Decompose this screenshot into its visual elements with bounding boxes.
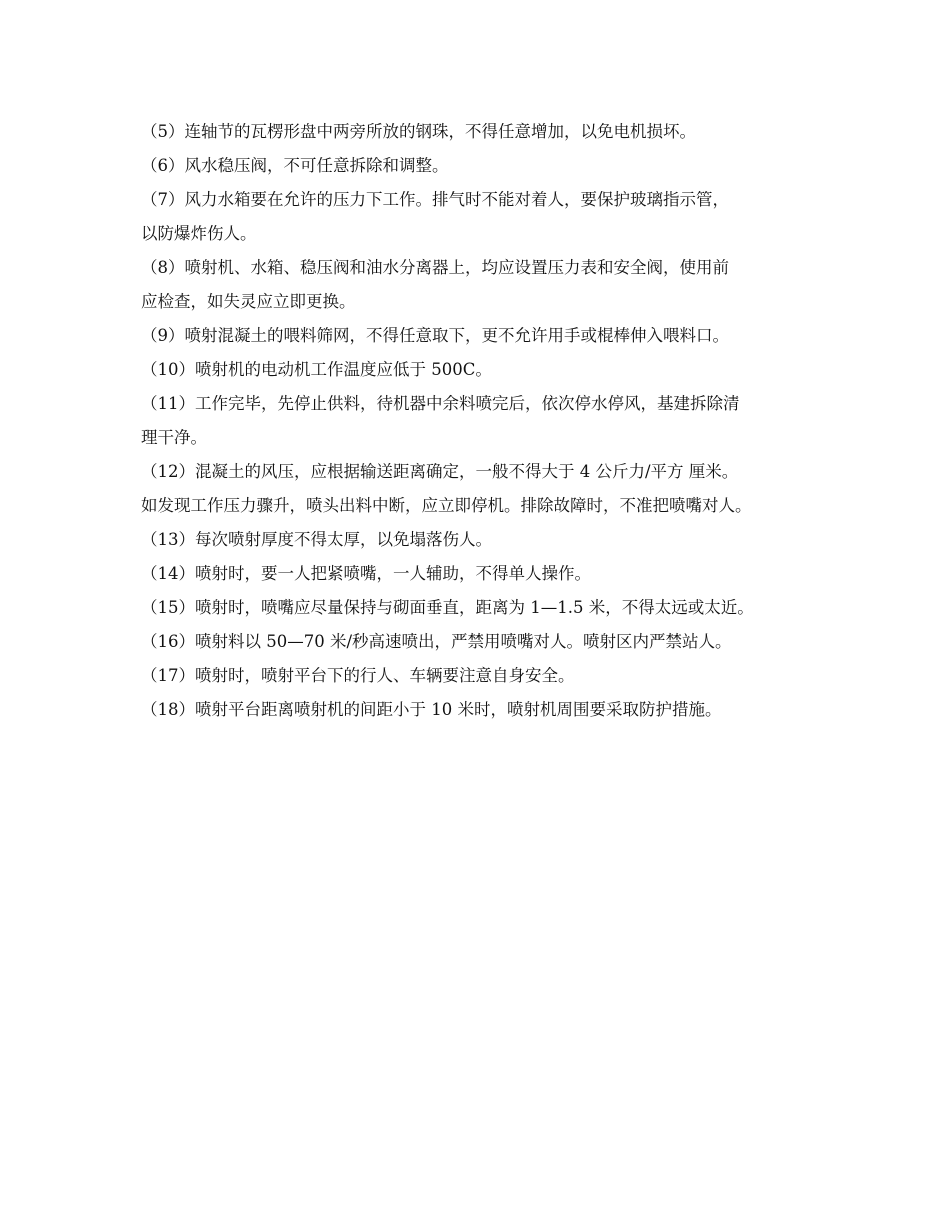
text-line: （6）风水稳压阀，不可任意拆除和调整。 — [141, 156, 449, 175]
text-line: （9）喷射混凝土的喂料筛网，不得任意取下，更不允许用手或棍棒伸入喂料口。 — [141, 326, 729, 345]
text-line: （13）每次喷射厚度不得太厚，以免塌落伤人。 — [141, 530, 492, 549]
text-line: （5）连轴节的瓦楞形盘中两旁所放的钢珠，不得任意增加，以免电机损坏。 — [141, 122, 696, 141]
text-line: 以防爆炸伤人。 — [141, 224, 257, 243]
text-line: （18）喷射平台距离喷射机的间距小于 10 米时，喷射机周围要采取防护措施。 — [141, 700, 722, 719]
text-line: （17）喷射时，喷射平台下的行人、车辆要注意自身安全。 — [141, 666, 575, 685]
document-body — [141, 115, 831, 727]
text-line: 理干净。 — [141, 428, 207, 447]
text-line: （8）喷射机、水箱、稳压阀和油水分离器上，均应设置压力表和安全阀，使用前 — [141, 258, 729, 277]
text-line: （10）喷射机的电动机工作温度应低于 500C。 — [141, 360, 492, 379]
text-line: （16）喷射料以 50—70 米/秒高速喷出，严禁用喷嘴对人。喷射区内严禁站人。 — [141, 632, 732, 651]
text-line: （15）喷射时，喷嘴应尽量保持与砌面垂直，距离为 1—1.5 米，不得太远或太近。 — [141, 598, 754, 617]
text-line: 应检查，如失灵应立即更换。 — [141, 292, 356, 311]
text-line: （14）喷射时，要一人把紧喷嘴，一人辅助，不得单人操作。 — [141, 564, 591, 583]
text-line: 如发现工作压力骤升，喷头出料中断，应立即停机。排除故障时，不准把喷嘴对人。 — [141, 496, 752, 515]
text-line: （7）风力水箱要在允许的压力下工作。排气时不能对着人，要保护玻璃指示管， — [141, 190, 729, 209]
text-line: （12）混凝土的风压，应根据输送距离确定，一般不得大于 4 公斤力/平方 厘米。 — [141, 462, 739, 481]
text-line: （11）工作完毕，先停止供料，待机器中余料喷完后，依次停水停风，基建拆除清 — [141, 394, 740, 413]
